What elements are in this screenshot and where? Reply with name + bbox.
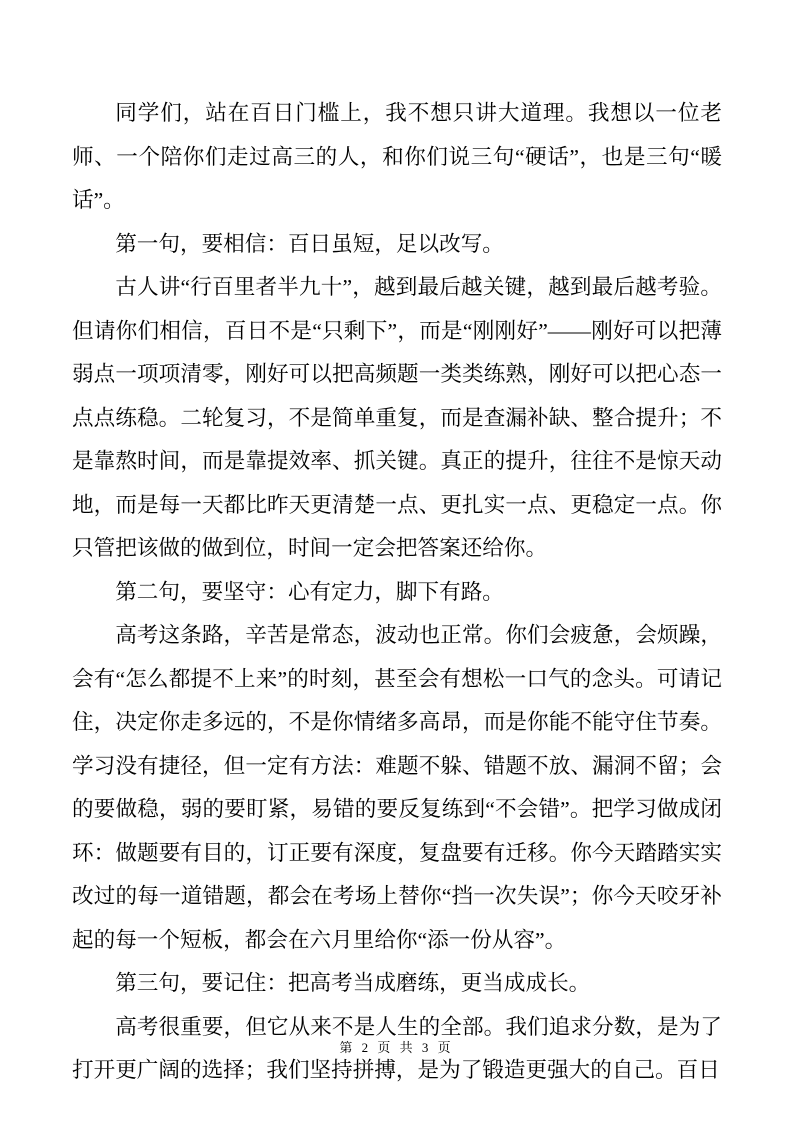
paragraph-intro: 同学们，站在百日门槛上，我不想只讲大道理。我想以一位老师、一个陪你们走过高三的人，和你们说三句“硬话”，也是三句“暖话”。 <box>72 101 722 212</box>
paragraph-point3-body: 高考很重要，但它从来不是人生的全部。我们追求分数，是为了打开更广阔的选择；我们坚持拼搏，是为了锻造更强大的自己。百日 <box>72 1014 722 1082</box>
page-footer <box>0 1038 793 1058</box>
paragraph-point3-heading: 第三句，要记住：把高考当成磨练，更当成成长。 <box>115 971 591 995</box>
paragraph-point2-heading: 第二句，要坚守：心有定力，脚下有路。 <box>115 579 504 604</box>
paragraph-point2-body: 高考这条路，辛苦是常态，波动也正常。你们会疲惫，会烦躁，会有“怎么都提不上来”的时刻，甚至会有想松一口气的念头。可请记住，决定你走多远的，不是你情绪多高昂，而是你能不能守住节奏。学习没有捷径，但一定有方法：难题不躲、错题不放、漏洞不留；会的要做稳，弱的要盯紧，易错的要反复练到“不会错”。把学习做成闭环：做题要有目的，订正要有深度，复盘要有迁移。你今天踏踏实实改过的每一道错题，都会在考场上替你“挡一次失误”；你今天咬牙补起的每一个短板，都会在六月里给你“添一份从容”。 <box>72 623 722 952</box>
document-body <box>72 92 722 1093</box>
paragraph-point1-heading: 第一句，要相信：百日虽短，足以改写。 <box>115 231 504 256</box>
page-number-text: 第 2 页 共 3 页 <box>339 1040 454 1055</box>
paragraph-point1-body: 古人讲“行百里者半九十”，越到最后越关键，越到最后越考验。但请你们相信，百日不是“只剩下”，而是“刚刚好”——刚好可以把薄弱点一项项清零，刚好可以把高频题一类类练熟，刚好可以把心态一点点练稳。二轮复习，不是简单重复，而是查漏补缺、整合提升；不是靠熬时间，而是靠提效率、抓关键。真正的提升，往往不是惊天动地，而是每一天都比昨天更清楚一点、更扎实一点、更稳定一点。你只管把该做的做到位，时间一定会把答案还给你。 <box>72 275 722 560</box>
